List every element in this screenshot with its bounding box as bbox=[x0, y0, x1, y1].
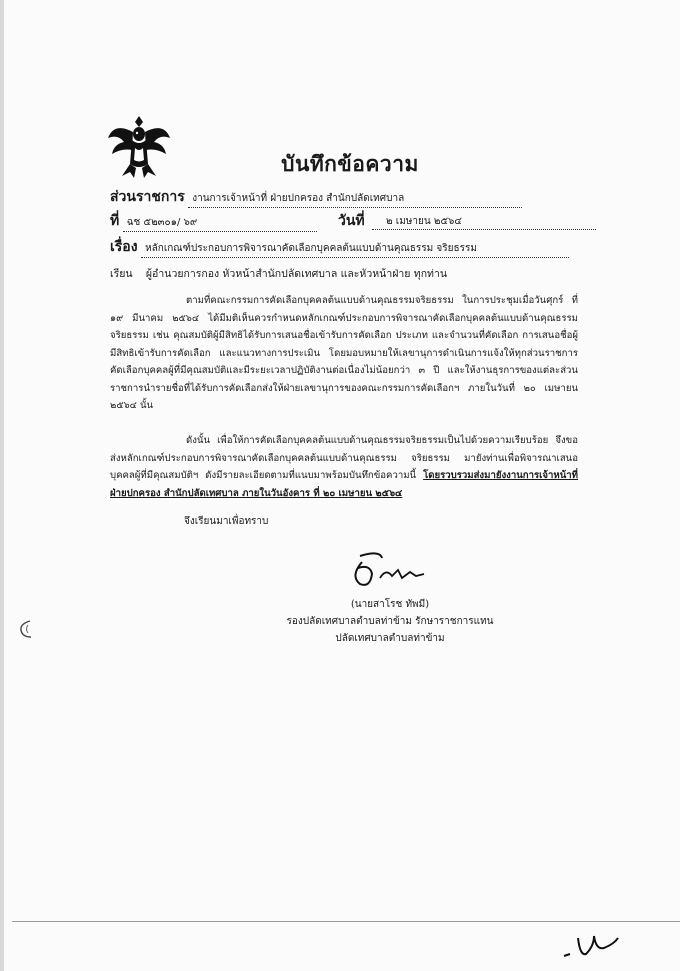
date-value: ๒ เมษายน ๒๕๖๔ bbox=[372, 214, 596, 230]
agency-label: ส่วนราชการ bbox=[110, 189, 185, 205]
signer-position-line2: ปลัดเทศบาลตำบลท่าข้าม bbox=[335, 633, 445, 644]
handwritten-initials bbox=[560, 926, 632, 962]
addressee-label: เรียน bbox=[110, 268, 133, 280]
date-label: วันที่ bbox=[338, 213, 365, 229]
hole-punch-mark bbox=[16, 618, 38, 640]
signature-block bbox=[250, 596, 530, 647]
body-paragraph-2 bbox=[110, 432, 578, 502]
reference-row bbox=[110, 210, 317, 230]
body-paragraph-2-text: ดังนั้น เพื่อให้การคัดเลือกบุคคลต้นแบบด้านคุณธรรมจริยธรรมเป็นไปด้วยความเรียบร้อย จึงขอส่งหลักเกณฑ์ประกอบการพิจารณาคัดเลือกบุคคลต้นแบบด้านคุณธรรม จริยธรรม มายังท่านเพื่อพิจารณาเสนอบุคคลผู้ที่มีคุณสมบัติฯ ดังมีรายละเอียดตามที่แนบมาพร้อมบันทึกข้อความนี้ bbox=[110, 435, 578, 481]
scan-fold-line bbox=[12, 921, 680, 922]
memo-title: บันทึกข้อความ bbox=[281, 152, 419, 176]
scan-edge bbox=[0, 0, 4, 971]
addressee-value: ผู้อำนวยการกอง หัวหน้าสำนักปลัดเทศบาล และหัวหน้าฝ่าย ทุกท่าน bbox=[145, 268, 448, 280]
addressee-line bbox=[110, 265, 447, 282]
garuda-emblem-icon bbox=[104, 112, 174, 182]
subject-label: เรื่อง bbox=[110, 239, 138, 255]
agency-row bbox=[110, 186, 522, 206]
signer-position-line1: รองปลัดเทศบาลตำบลท่าข้าม รักษาราชการแทน bbox=[286, 616, 494, 627]
signer-name: (นายสาโรช ทัพมี) bbox=[350, 599, 430, 610]
reference-value: ฉช ๕๒๓๐๑/ ๖๙ bbox=[123, 215, 317, 232]
handwritten-signature bbox=[340, 548, 440, 593]
deadline-emphasis: โดยรวบรวมส่งมายังงานการเจ้าหน้าที่ ฝ่ายปกครอง สำนักปลัดเทศบาล ภายในวันอังคาร ที่ ๒๐ เมษายน ๒๕๖๔ bbox=[110, 470, 578, 499]
body-paragraph-1: ตามที่คณะกรรมการคัดเลือกบุคคลต้นแบบด้านคุณธรรมจริยธรรม ในการประชุมเมื่อวันศุกร์ ที่ ๑๙ มีนาคม ๒๕๖๔ ได้มีมติเห็นควรกำหนดหลักเกณฑ์ประกอบการพิจารณาคัดเลือกบุคคลต้นแบบด้านคุณธรรม จริยธรรม เช่น คุณสมบัติผู้มีสิทธิได้รับการเสนอชื่อเข้ารับการคัดเลือก ประเภท และจำนวนที่คัดเลือก การเสนอชื่อผู้มีสิทธิเข้ารับการคัดเลือก และแนวทางการประเมิน โดยมอบหมายให้เลขานุการดำเนินการแจ้งให้ทุกส่วนราชการคัดเลือกบุคคลผู้ที่มีคุณสมบัติและมีระยะเวลาปฏิบัติงานต่อเนื่องไม่น้อยกว่า ๓ ปี และให้งานธุรการของแต่ละส่วนราชการนำรายชื่อที่ได้รับการคัดเลือกส่งให้ฝ่ายเลขานุการของคณะกรรมการคัดเลือกฯ ภายในวันที่ ๒๐ เมษายน ๒๕๖๔ นั้น bbox=[110, 295, 578, 411]
reference-label: ที่ bbox=[110, 213, 120, 229]
subject-value: หลักเกณฑ์ประกอบการพิจารณาคัดเลือกบุคคลต้นแบบด้านคุณธรรม จริยธรรม bbox=[141, 241, 569, 258]
subject-row bbox=[110, 236, 569, 256]
agency-value: งานการเจ้าหน้าที่ ฝ่ายปกครอง สำนักปลัดเทศบาล bbox=[188, 191, 522, 208]
closing-line: จึงเรียนมาเพื่อทราบ bbox=[184, 516, 269, 527]
